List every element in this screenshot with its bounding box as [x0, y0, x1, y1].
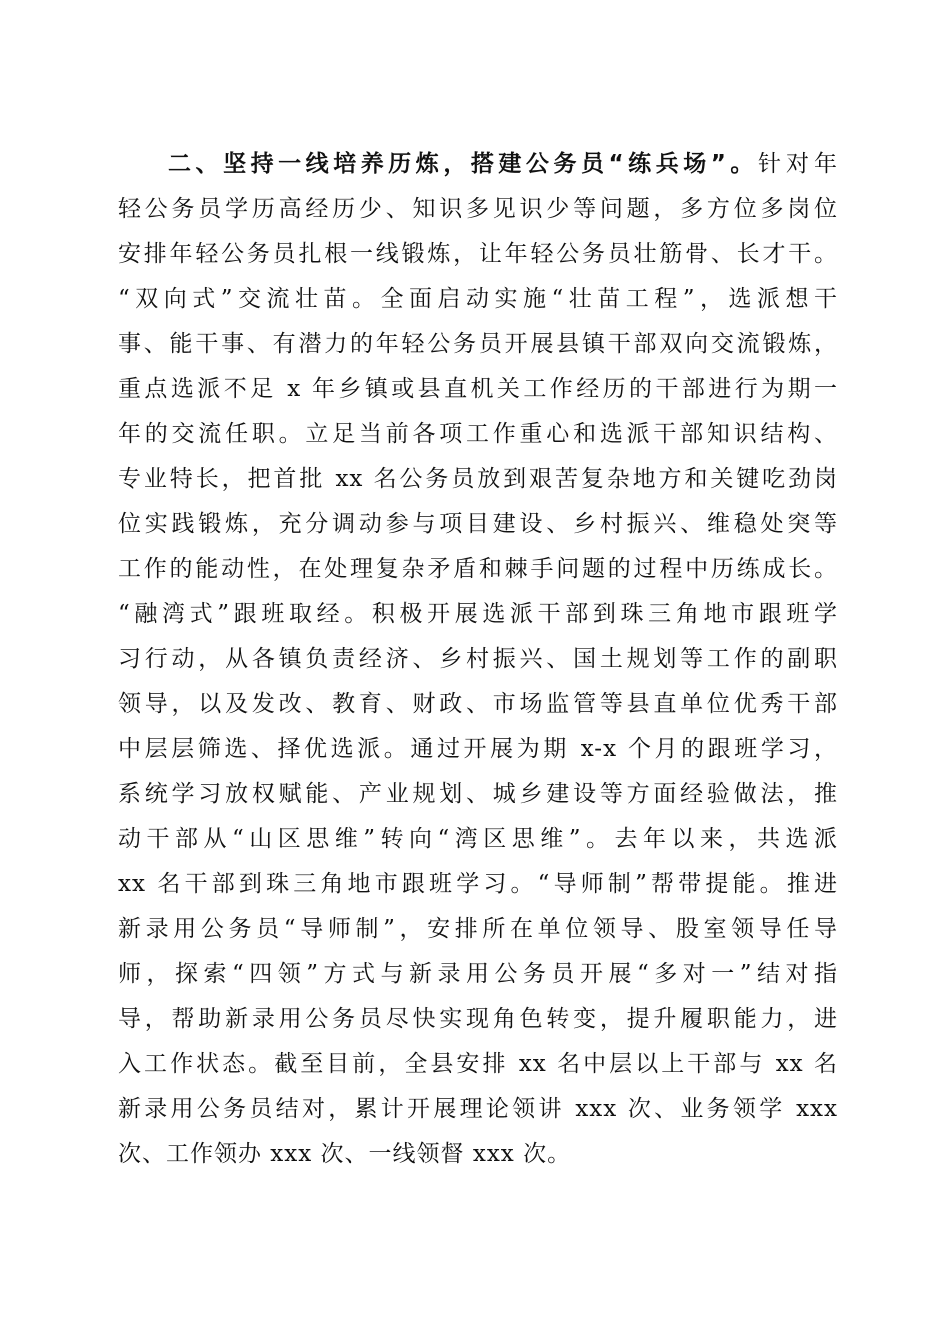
paragraph-line-10: 工作的能动性，在处理复杂矛盾和棘手问题的过程中历练成长。 — [118, 556, 838, 582]
paragraph-line-6: 重点选派不足 x 年乡镇或县直机关工作经历的干部进行为期一 — [118, 376, 838, 402]
paragraph-line-9: 位实践锻炼，充分调动参与项目建设、乡村振兴、维稳处突等 — [118, 511, 838, 537]
paragraph-line-7: 年的交流任职。立足当前各项工作重心和选派干部知识结构、 — [118, 421, 838, 447]
paragraph-line-19: 师，探索“四领”方式与新录用公务员开展“多对一”结对指 — [118, 961, 838, 987]
section-heading: 二、坚持一线培养历炼，搭建公务员“练兵场”。 — [168, 151, 758, 177]
paragraph-line-21: 入工作状态。截至目前，全县安排 xx 名中层以上干部与 xx 名 — [118, 1051, 838, 1077]
paragraph-line-11: “融湾式”跟班取经。积极开展选派干部到珠三角地市跟班学 — [118, 601, 838, 627]
paragraph-line-8: 专业特长，把首批 xx 名公务员放到艰苦复杂地方和关键吃劲岗 — [118, 466, 838, 492]
paragraph-line-15: 系统学习放权赋能、产业规划、城乡建设等方面经验做法，推 — [118, 781, 838, 807]
paragraph-line-17: xx 名干部到珠三角地市跟班学习。“导师制”帮带提能。推进 — [118, 871, 838, 897]
paragraph-line-5: 事、能干事、有潜力的年轻公务员开展县镇干部双向交流锻炼， — [118, 331, 838, 357]
paragraph-line-12: 习行动，从各镇负责经济、乡村振兴、国土规划等工作的副职 — [118, 646, 838, 672]
paragraph-line-18: 新录用公务员“导师制”，安排所在单位领导、股室领导任导 — [118, 916, 838, 942]
paragraph-line-14: 中层层筛选、择优选派。通过开展为期 x-x 个月的跟班学习， — [118, 736, 838, 762]
paragraph-line-22: 新录用公务员结对，累计开展理论领讲 xxx 次、业务领学 xxx — [118, 1096, 838, 1122]
paragraph-line-1 — [118, 142, 838, 187]
line-1-text: 针对年 — [757, 151, 839, 177]
paragraph-line-20: 导，帮助新录用公务员尽快实现角色转变，提升履职能力，进 — [118, 1006, 838, 1032]
paragraph-line-23: 次、工作领办 xxx 次、一线领督 xxx 次。 — [118, 1141, 572, 1167]
paragraph-line-2: 轻公务员学历高经历少、知识多见识少等问题，多方位多岗位 — [118, 196, 838, 222]
paragraph-line-3: 安排年轻公务员扎根一线锻炼，让年轻公务员壮筋骨、长才干。 — [118, 241, 838, 267]
paragraph-line-13: 领导，以及发改、教育、财政、市场监管等县直单位优秀干部 — [118, 691, 838, 717]
paragraph-line-4: “双向式”交流壮苗。全面启动实施“壮苗工程”，选派想干 — [118, 286, 838, 312]
document-body — [118, 142, 838, 1177]
paragraph-line-16: 动干部从“山区思维”转向“湾区思维”。去年以来，共选派 — [118, 826, 838, 852]
